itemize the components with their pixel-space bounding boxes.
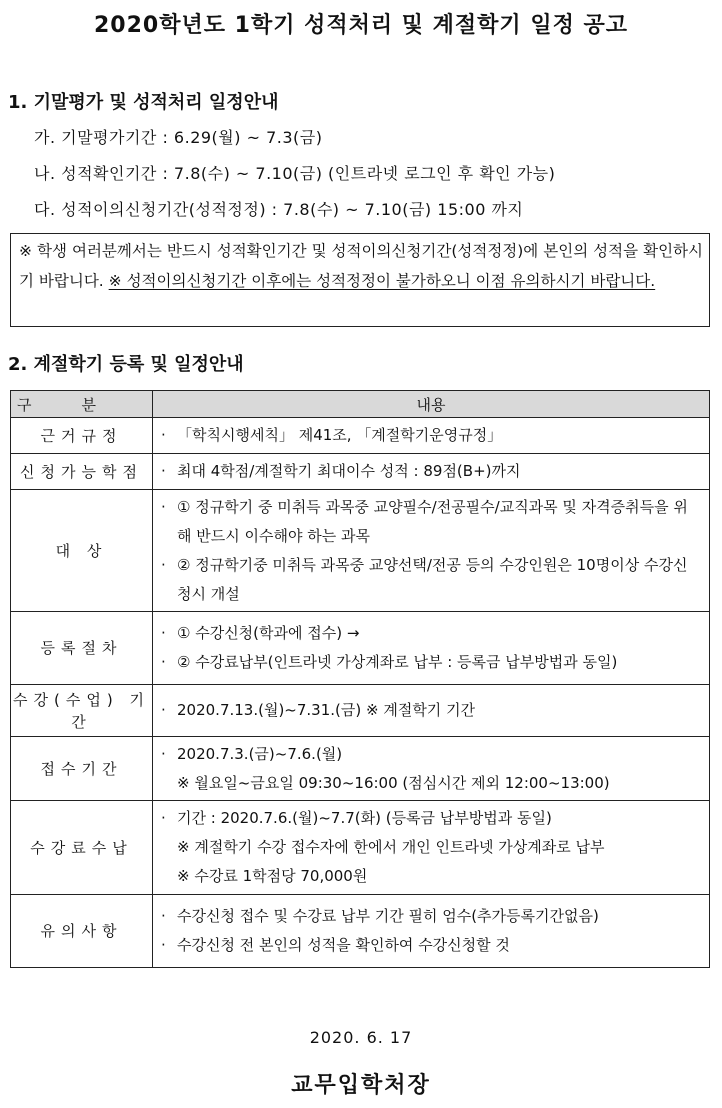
table-row (11, 685, 710, 737)
content-text: ※ 계절학기 수강 접수자에 한에서 개인 인트라넷 가상계좌로 납부 (177, 838, 605, 856)
content-line (161, 457, 701, 486)
table-row (11, 801, 710, 895)
row-content (153, 490, 710, 612)
content-line (161, 862, 701, 891)
bullet-mark: · (161, 624, 166, 642)
bullet-mark: · (161, 462, 166, 480)
content-line (161, 619, 701, 648)
notice-underlined-text: ※ 성적이의신청기간 이후에는 성적정정이 불가하오니 이점 유의하시기 바랍니다. (108, 272, 656, 290)
bullet-mark: · (161, 744, 166, 763)
document-title: 2020학년도 1학기 성적처리 및 계절학기 일정 공고 (93, 13, 629, 38)
table-body (11, 418, 710, 968)
content-line (161, 931, 701, 960)
bullet-mark: · (161, 426, 166, 444)
content-line (161, 833, 701, 862)
row-content (153, 895, 710, 968)
bullet-mark: · (161, 497, 166, 516)
announcement-date: 2020. 6. 17 (309, 1028, 413, 1047)
content-text: ① 정규학기 중 미취득 과목중 교양필수/전공필수/교직과목 및 자격증취득을 위해 반드시 이수해야 하는 과목 (177, 497, 688, 545)
bullet-mark: · (161, 701, 166, 719)
row-label: 등록절차 (11, 612, 153, 685)
content-line (161, 551, 701, 609)
notice-text: ※ 학생 여러분께서는 반드시 성적확인기간 및 성적이의신청기간(성적정정)에 본인의 성적을 확인하시기 바랍니다. (19, 242, 703, 290)
bullet-mark: · (161, 555, 166, 574)
bullet-mark: · (161, 907, 166, 925)
schedule-item-grade-check: 나. 성적확인기간 : 7.8(수) ~ 7.10(금) (인트라넷 로그인 후 확인 가능) (34, 164, 556, 183)
bullet-mark (161, 769, 177, 798)
bullet-mark: · (161, 809, 166, 827)
content-text: 수강신청 전 본인의 성적을 확인하여 수강신청할 것 (177, 936, 510, 954)
content-line (161, 421, 701, 450)
row-content (153, 685, 710, 737)
content-line (161, 648, 701, 677)
content-line (161, 696, 701, 725)
row-label: 대 상 (11, 490, 153, 612)
row-content (153, 801, 710, 895)
notice-box (10, 233, 710, 327)
schedule-item-final-exam: 가. 기말평가기간 : 6.29(월) ~ 7.3(금) (34, 128, 323, 147)
section2-heading: 2. 계절학기 등록 및 일정안내 (8, 354, 244, 375)
content-text: ② 정규학기중 미취득 과목중 교양선택/전공 등의 수강인원은 10명이상 수강신청시 개설 (177, 555, 688, 603)
table-row (11, 895, 710, 968)
content-text: 최대 4학점/계절학기 최대이수 성적 : 89점(B+)까지 (177, 462, 521, 480)
table-row (11, 454, 710, 490)
section1-heading: 1. 기말평가 및 성적처리 일정안내 (8, 92, 279, 113)
content-line (161, 740, 701, 769)
bullet-mark: · (161, 936, 166, 954)
bullet-mark: · (161, 653, 166, 671)
content-text: ※ 수강료 1학점당 70,000원 (177, 867, 368, 885)
row-label: 접수기간 (11, 737, 153, 801)
content-text: 기간 : 2020.7.6.(월)~7.7(화) (등록금 납부방법과 동일) (177, 809, 552, 827)
table-header-row (11, 391, 710, 418)
header-content: 내용 (153, 391, 710, 418)
row-label: 유의사항 (11, 895, 153, 968)
content-text: ② 수강료납부(인트라넷 가상계좌로 납부 : 등록금 납부방법과 동일) (177, 653, 618, 671)
content-line (161, 493, 701, 551)
row-content (153, 737, 710, 801)
bullet-mark (161, 862, 177, 891)
content-text: 2020.7.13.(월)~7.31.(금) ※ 계절학기 기간 (177, 701, 476, 719)
content-line (161, 804, 701, 833)
content-text: 2020.7.3.(금)~7.6.(월) (177, 744, 343, 763)
content-text: 수강신청 접수 및 수강료 납부 기간 필히 엄수(추가등록기간없음) (177, 907, 599, 925)
content-text: 「학칙시행세칙」 제41조, 「계절학기운영규정」 (177, 426, 503, 444)
row-content (153, 418, 710, 454)
bullet-mark (161, 833, 177, 862)
table-row (11, 737, 710, 801)
row-label: 신청가능학점 (11, 454, 153, 490)
row-content (153, 454, 710, 490)
table-row (11, 612, 710, 685)
row-label: 수강료수납 (11, 801, 153, 895)
row-label: 수강(수업) 기 간 (11, 685, 153, 737)
row-label: 근거규정 (11, 418, 153, 454)
issuer-signature: 교무입학처장 (291, 1073, 431, 1098)
content-line (161, 769, 701, 798)
content-line (161, 902, 701, 931)
seasonal-schedule-table (10, 390, 710, 968)
table-row (11, 490, 710, 612)
header-category: 구분 (11, 391, 153, 418)
schedule-item-grade-appeal: 다. 성적이의신청기간(성적정정) : 7.8(수) ~ 7.10(금) 15:00 까지 (34, 200, 524, 219)
content-text: ① 수강신청(학과에 접수) → (177, 624, 360, 642)
row-content (153, 612, 710, 685)
table-row (11, 418, 710, 454)
content-text: ※ 월요일~금요일 09:30~16:00 (점심시간 제외 12:00~13:00) (177, 773, 610, 792)
